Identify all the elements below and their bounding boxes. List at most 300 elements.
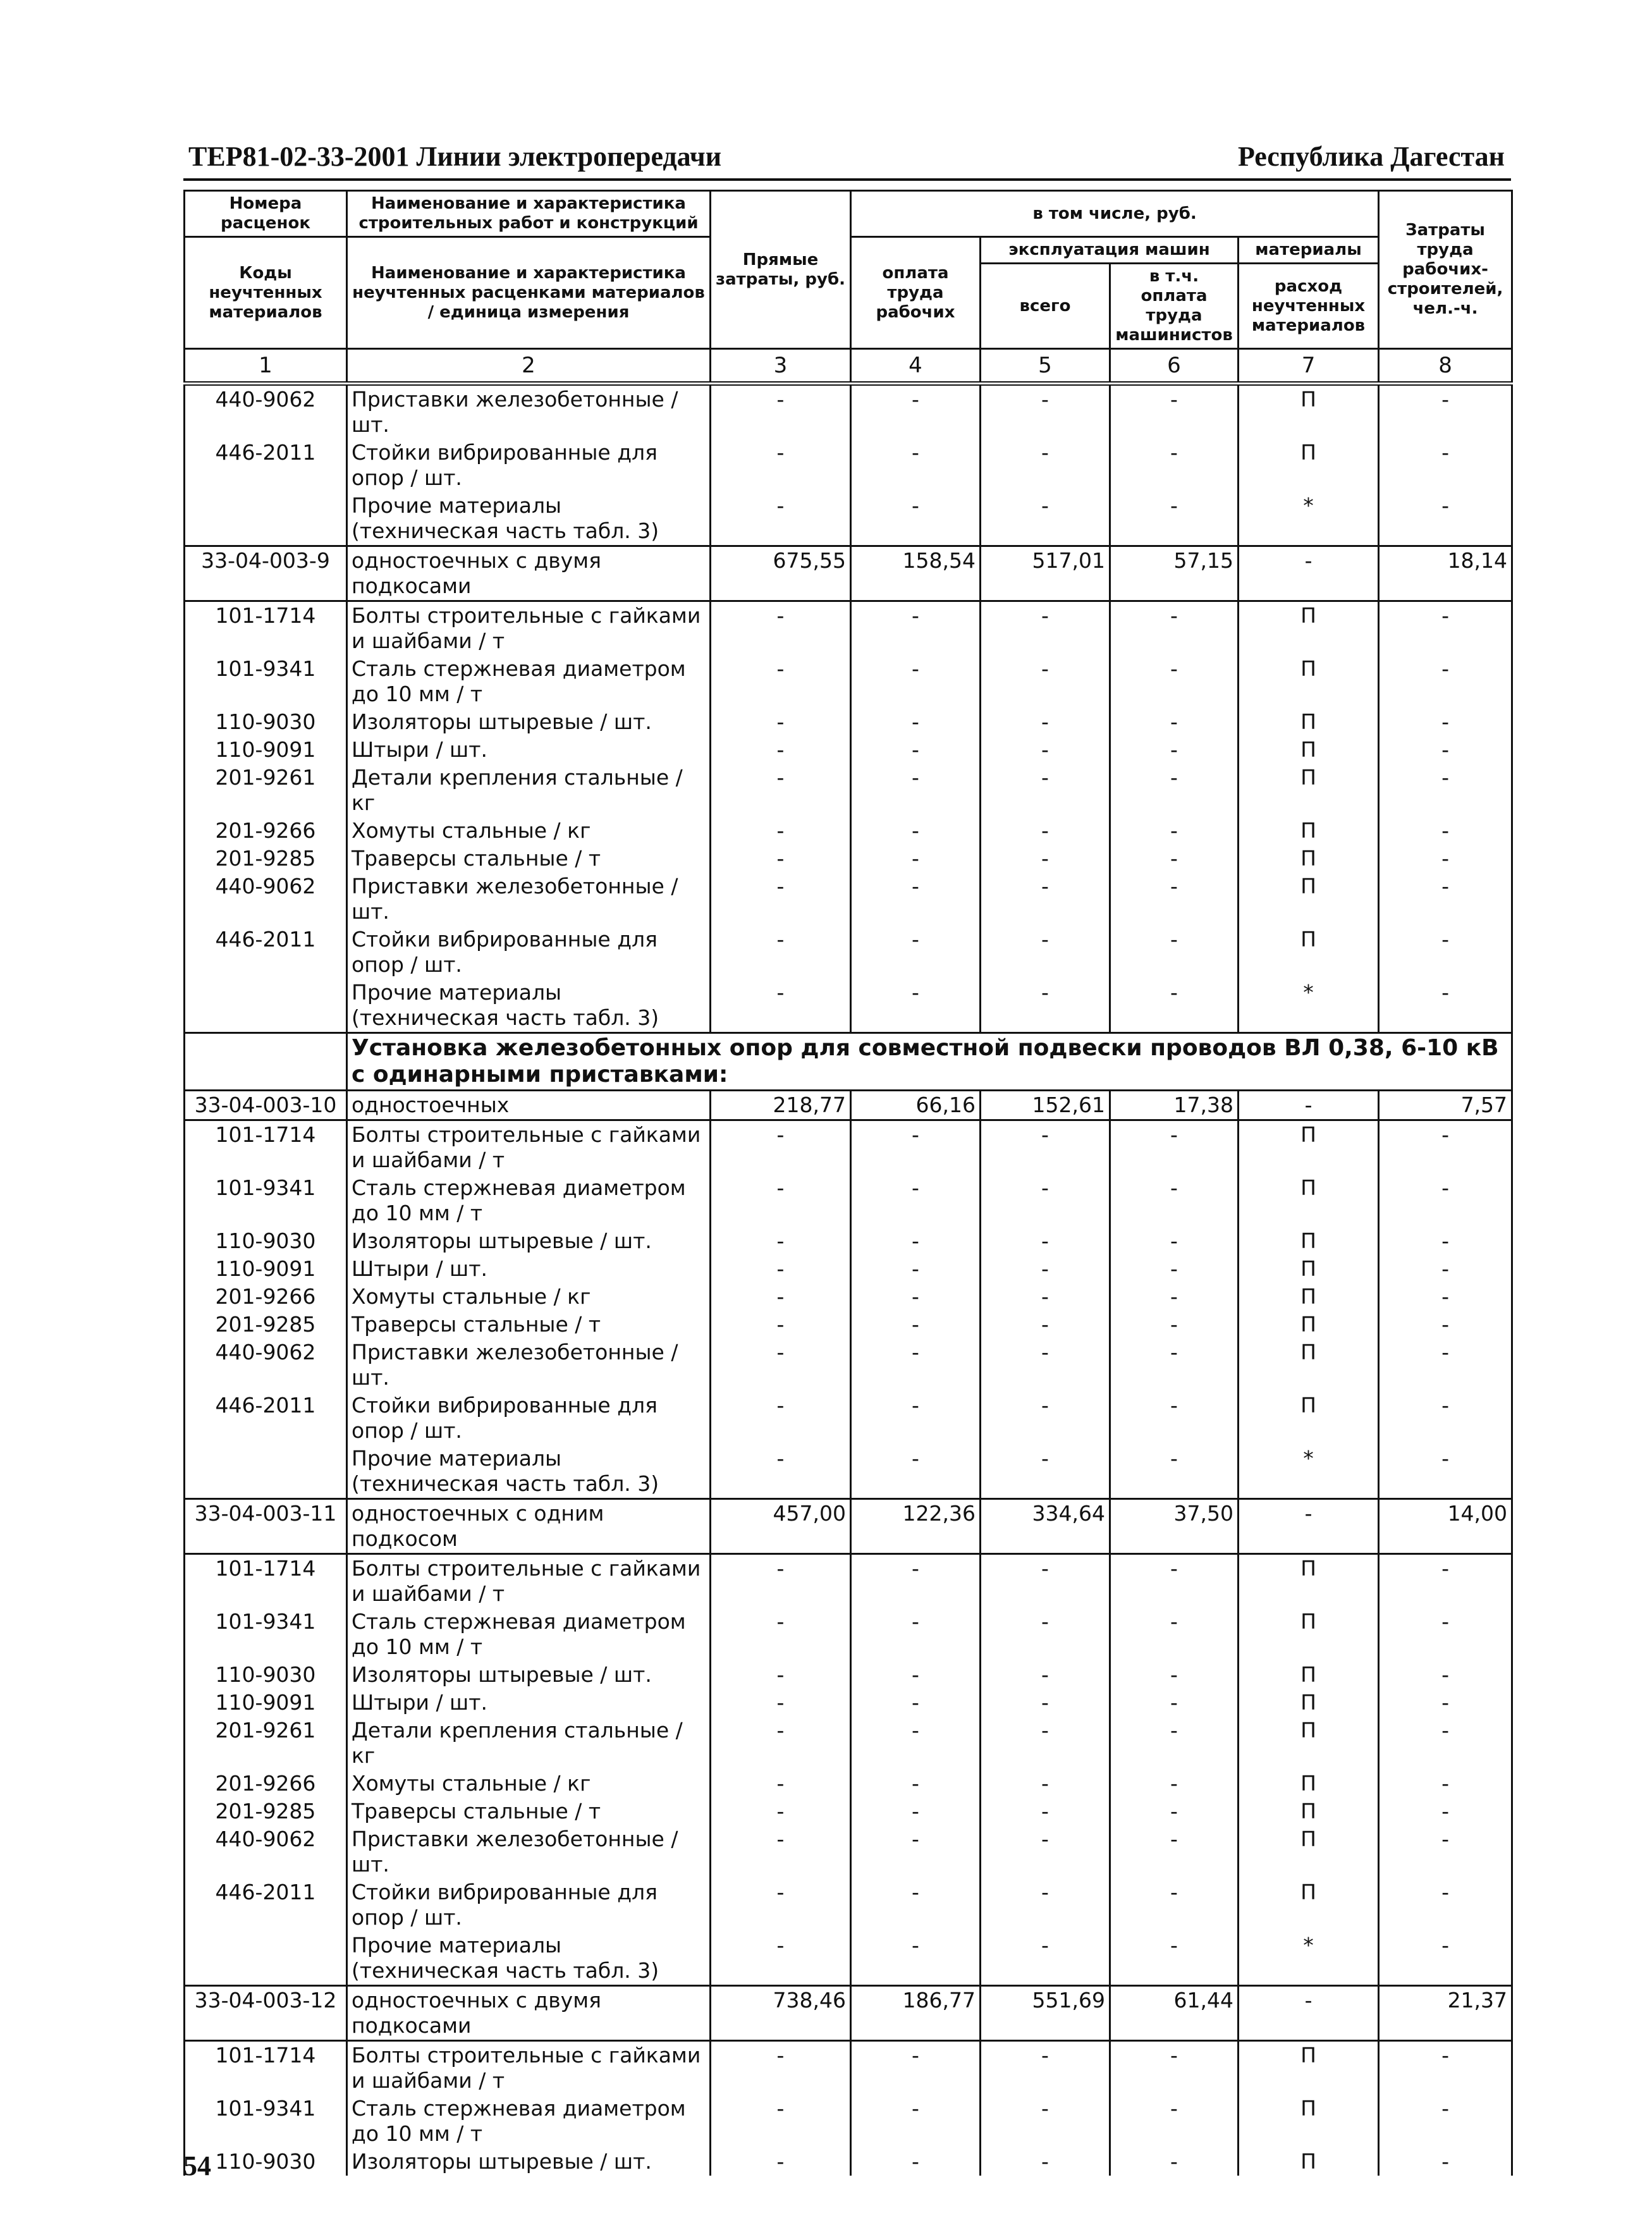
machines-total-cell: - <box>981 873 1110 926</box>
material-row <box>185 1689 1512 1717</box>
direct-costs-cell: - <box>711 1770 851 1798</box>
direct-costs-cell: - <box>711 1174 851 1227</box>
name-cell: Штыри / шт. <box>347 736 711 764</box>
header-labor-costs: Затраты труда рабочих-строителей, чел.-ч. <box>1379 191 1512 349</box>
machines-total-cell: - <box>981 1554 1110 1608</box>
labor-costs-cell: - <box>1379 655 1512 708</box>
material-consumption-cell: - <box>1239 1986 1379 2041</box>
material-row <box>185 1392 1512 1445</box>
operator-pay-cell: - <box>1110 1554 1239 1608</box>
material-row <box>185 655 1512 708</box>
rate-code-cell: 201-9266 <box>185 1770 347 1798</box>
direct-costs-cell: - <box>711 708 851 736</box>
material-consumption-cell: П <box>1239 1283 1379 1311</box>
rate-code-cell: 33-04-003-11 <box>185 1499 347 1554</box>
material-row <box>185 1255 1512 1283</box>
rate-code-cell: 201-9285 <box>185 1798 347 1825</box>
direct-costs-cell: 738,46 <box>711 1986 851 2041</box>
material-consumption-cell: П <box>1239 736 1379 764</box>
material-consumption-cell: П <box>1239 1661 1379 1689</box>
name-cell: Сталь стержневая диаметром до 10 мм / т <box>347 1174 711 1227</box>
material-row <box>185 845 1512 873</box>
worker-pay-cell: 66,16 <box>851 1091 981 1120</box>
operator-pay-cell: - <box>1110 926 1239 979</box>
name-cell: Изоляторы штыревые / шт. <box>347 2148 711 2176</box>
direct-costs-cell: - <box>711 1255 851 1283</box>
material-consumption-cell: П <box>1239 708 1379 736</box>
rate-code-cell: 101-9341 <box>185 1608 347 1661</box>
direct-costs-cell: - <box>711 1689 851 1717</box>
material-row <box>185 736 1512 764</box>
material-row <box>185 1717 1512 1770</box>
material-consumption-cell: П <box>1239 2148 1379 2176</box>
worker-pay-cell: - <box>851 764 981 817</box>
machines-total-cell: - <box>981 655 1110 708</box>
rate-code-cell: 201-9266 <box>185 817 347 845</box>
material-consumption-cell: П <box>1239 1717 1379 1770</box>
direct-costs-cell: - <box>711 1339 851 1392</box>
name-cell: Приставки железобетонные /шт. <box>347 1339 711 1392</box>
machines-total-cell: - <box>981 1770 1110 1798</box>
labor-costs-cell: - <box>1379 2041 1512 2095</box>
operator-pay-cell: 61,44 <box>1110 1986 1239 2041</box>
direct-costs-cell: - <box>711 845 851 873</box>
name-cell: Болты строительные с гайками и шайбами / т <box>347 2041 711 2095</box>
labor-costs-cell: 14,00 <box>1379 1499 1512 1554</box>
labor-costs-cell: - <box>1379 817 1512 845</box>
header-worker-pay: оплата труда рабочих <box>851 237 981 349</box>
material-row <box>185 1445 1512 1499</box>
labor-costs-cell: - <box>1379 439 1512 492</box>
machines-total-cell: - <box>981 845 1110 873</box>
operator-pay-cell: - <box>1110 1689 1239 1717</box>
material-consumption-cell: П <box>1239 873 1379 926</box>
operator-pay-cell: - <box>1110 764 1239 817</box>
machines-total-cell: - <box>981 736 1110 764</box>
rate-code-cell: 201-9261 <box>185 1717 347 1770</box>
labor-costs-cell: 18,14 <box>1379 546 1512 601</box>
rate-code-cell: 110-9030 <box>185 1661 347 1689</box>
direct-costs-cell: - <box>711 1608 851 1661</box>
name-cell: Стойки вибрированные для опор / шт. <box>347 1392 711 1445</box>
machines-total-cell: - <box>981 1661 1110 1689</box>
material-row <box>185 1608 1512 1661</box>
labor-costs-cell: 7,57 <box>1379 1091 1512 1120</box>
name-cell: одностоечных с одним подкосом <box>347 1499 711 1554</box>
name-cell: Изоляторы штыревые / шт. <box>347 708 711 736</box>
labor-costs-cell: - <box>1379 492 1512 546</box>
operator-pay-cell: - <box>1110 384 1239 439</box>
labor-costs-cell: - <box>1379 1717 1512 1770</box>
operator-pay-cell: - <box>1110 1717 1239 1770</box>
machines-total-cell: - <box>981 1445 1110 1499</box>
operator-pay-cell: - <box>1110 2041 1239 2095</box>
name-cell: Сталь стержневая диаметром до 10 мм / т <box>347 655 711 708</box>
worker-pay-cell: - <box>851 2148 981 2176</box>
name-cell: Прочие материалы (техническая часть табл. 3) <box>347 979 711 1033</box>
material-row <box>185 1283 1512 1311</box>
operator-pay-cell: - <box>1110 1932 1239 1986</box>
machines-total-cell: - <box>981 1608 1110 1661</box>
rate-code-cell: 101-9341 <box>185 1174 347 1227</box>
labor-costs-cell: - <box>1379 1689 1512 1717</box>
worker-pay-cell: - <box>851 736 981 764</box>
material-row <box>185 764 1512 817</box>
operator-pay-cell: - <box>1110 2148 1239 2176</box>
material-row <box>185 439 1512 492</box>
material-consumption-cell: П <box>1239 1227 1379 1255</box>
direct-costs-cell: - <box>711 1283 851 1311</box>
operator-pay-cell: - <box>1110 1798 1239 1825</box>
header-material-codes: Коды неучтенных материалов <box>185 237 347 349</box>
worker-pay-cell: - <box>851 1798 981 1825</box>
material-row <box>185 2041 1512 2095</box>
operator-pay-cell: - <box>1110 1825 1239 1878</box>
material-row <box>185 1878 1512 1932</box>
header-materials: материалы <box>1239 237 1379 264</box>
material-consumption-cell: * <box>1239 979 1379 1033</box>
operator-pay-cell: - <box>1110 1255 1239 1283</box>
labor-costs-cell: - <box>1379 979 1512 1033</box>
material-row <box>185 2095 1512 2148</box>
machines-total-cell: - <box>981 1255 1110 1283</box>
machines-total-cell: - <box>981 2148 1110 2176</box>
rate-code-cell: 110-9030 <box>185 708 347 736</box>
material-row <box>185 601 1512 656</box>
material-row <box>185 1311 1512 1339</box>
material-row <box>185 2148 1512 2176</box>
direct-costs-cell: - <box>711 1798 851 1825</box>
rate-code-cell: 110-9091 <box>185 1255 347 1283</box>
column-number: 3 <box>711 349 851 384</box>
header-work-name: Наименование и характеристика строительных работ и конструкций <box>347 191 711 237</box>
direct-costs-cell: 457,00 <box>711 1499 851 1554</box>
material-consumption-cell: П <box>1239 1689 1379 1717</box>
labor-costs-cell: - <box>1379 1339 1512 1392</box>
header-operator-pay: в т.ч. оплата труда машинистов <box>1110 264 1239 349</box>
direct-costs-cell: 675,55 <box>711 546 851 601</box>
rate-code-cell: 33-04-003-9 <box>185 546 347 601</box>
operator-pay-cell: - <box>1110 1120 1239 1175</box>
rate-code-cell: 201-9266 <box>185 1283 347 1311</box>
worker-pay-cell: - <box>851 845 981 873</box>
column-number: 6 <box>1110 349 1239 384</box>
operator-pay-cell: - <box>1110 1878 1239 1932</box>
machines-total-cell: 517,01 <box>981 546 1110 601</box>
material-consumption-cell: П <box>1239 1798 1379 1825</box>
material-row <box>185 1770 1512 1798</box>
labor-costs-cell: 21,37 <box>1379 1986 1512 2041</box>
material-consumption-cell: П <box>1239 439 1379 492</box>
labor-costs-cell: - <box>1379 1661 1512 1689</box>
name-cell: Стойки вибрированные для опор / шт. <box>347 439 711 492</box>
material-row <box>185 1227 1512 1255</box>
rate-code-cell: 440-9062 <box>185 384 347 439</box>
direct-costs-cell: - <box>711 1554 851 1608</box>
name-cell: Траверсы стальные / т <box>347 845 711 873</box>
direct-costs-cell: - <box>711 1311 851 1339</box>
direct-costs-cell: - <box>711 1661 851 1689</box>
name-cell: Прочие материалы (техническая часть табл. 3) <box>347 492 711 546</box>
section-empty-cell <box>185 1033 347 1091</box>
material-row <box>185 492 1512 546</box>
name-cell: Штыри / шт. <box>347 1255 711 1283</box>
rate-row <box>185 1986 1512 2041</box>
operator-pay-cell: - <box>1110 736 1239 764</box>
operator-pay-cell: - <box>1110 1445 1239 1499</box>
page-header <box>183 140 1511 181</box>
rate-row <box>185 1091 1512 1120</box>
direct-costs-cell: - <box>711 1227 851 1255</box>
material-row <box>185 1554 1512 1608</box>
name-cell: Детали крепления стальные / кг <box>347 764 711 817</box>
name-cell: одностоечных с двумя подкосами <box>347 546 711 601</box>
name-cell: Траверсы стальные / т <box>347 1798 711 1825</box>
header-material-name: Наименование и характеристика неучтенных расценками материалов / единица измерения <box>347 237 711 349</box>
operator-pay-cell: - <box>1110 1311 1239 1339</box>
worker-pay-cell: - <box>851 1661 981 1689</box>
rate-code-cell: 201-9261 <box>185 764 347 817</box>
rate-code-cell: 446-2011 <box>185 1878 347 1932</box>
name-cell: Приставки железобетонные /шт. <box>347 384 711 439</box>
material-row <box>185 708 1512 736</box>
worker-pay-cell: - <box>851 601 981 656</box>
direct-costs-cell: 218,77 <box>711 1091 851 1120</box>
machines-total-cell: 334,64 <box>981 1499 1110 1554</box>
machines-total-cell: - <box>981 1878 1110 1932</box>
machines-total-cell: - <box>981 1689 1110 1717</box>
direct-costs-cell: - <box>711 2148 851 2176</box>
machines-total-cell: - <box>981 439 1110 492</box>
machines-total-cell: - <box>981 1798 1110 1825</box>
labor-costs-cell: - <box>1379 601 1512 656</box>
worker-pay-cell: 158,54 <box>851 546 981 601</box>
machines-total-cell: - <box>981 708 1110 736</box>
machines-total-cell: - <box>981 1932 1110 1986</box>
name-cell: Болты строительные с гайками и шайбами / т <box>347 1120 711 1175</box>
worker-pay-cell: - <box>851 873 981 926</box>
worker-pay-cell: - <box>851 708 981 736</box>
rate-code-cell: 446-2011 <box>185 1392 347 1445</box>
machines-total-cell: - <box>981 384 1110 439</box>
material-row <box>185 979 1512 1033</box>
labor-costs-cell: - <box>1379 1392 1512 1445</box>
labor-costs-cell: - <box>1379 1554 1512 1608</box>
material-row <box>185 1174 1512 1227</box>
material-row <box>185 926 1512 979</box>
material-consumption-cell: П <box>1239 845 1379 873</box>
machines-total-cell: - <box>981 1174 1110 1227</box>
direct-costs-cell: - <box>711 601 851 656</box>
section-heading: Установка железобетонных опор для совместной подвески проводов ВЛ 0,38, 6-10 кВ с одинарными приставками: <box>347 1033 1512 1091</box>
worker-pay-cell: - <box>851 1689 981 1717</box>
worker-pay-cell: - <box>851 1554 981 1608</box>
material-consumption-cell: П <box>1239 1174 1379 1227</box>
table-header <box>185 191 1512 384</box>
machines-total-cell: - <box>981 1392 1110 1445</box>
worker-pay-cell: - <box>851 1825 981 1878</box>
header-material-consumption: расход неучтенных материалов <box>1239 264 1379 349</box>
worker-pay-cell: - <box>851 1608 981 1661</box>
worker-pay-cell: - <box>851 2095 981 2148</box>
operator-pay-cell: - <box>1110 1283 1239 1311</box>
name-cell: Стойки вибрированные для опор / шт. <box>347 926 711 979</box>
name-cell: Приставки железобетонные /шт. <box>347 1825 711 1878</box>
rate-row <box>185 1499 1512 1554</box>
labor-costs-cell: - <box>1379 764 1512 817</box>
labor-costs-cell: - <box>1379 2095 1512 2148</box>
labor-costs-cell: - <box>1379 1227 1512 1255</box>
machines-total-cell: - <box>981 1311 1110 1339</box>
header-direct-costs: Прямые затраты, руб. <box>711 191 851 349</box>
direct-costs-cell: - <box>711 2095 851 2148</box>
labor-costs-cell: - <box>1379 1932 1512 1986</box>
material-row <box>185 817 1512 845</box>
machines-total-cell: 152,61 <box>981 1091 1110 1120</box>
labor-costs-cell: - <box>1379 1311 1512 1339</box>
material-consumption-cell: П <box>1239 1311 1379 1339</box>
labor-costs-cell: - <box>1379 845 1512 873</box>
material-consumption-cell: * <box>1239 1932 1379 1986</box>
machines-total-cell: - <box>981 764 1110 817</box>
machines-total-cell: - <box>981 926 1110 979</box>
machines-total-cell: - <box>981 2041 1110 2095</box>
material-consumption-cell: П <box>1239 817 1379 845</box>
labor-costs-cell: - <box>1379 2148 1512 2176</box>
operator-pay-cell: - <box>1110 708 1239 736</box>
material-row <box>185 1661 1512 1689</box>
labor-costs-cell: - <box>1379 1120 1512 1175</box>
page-number: 54 <box>183 2150 211 2181</box>
direct-costs-cell: - <box>711 817 851 845</box>
material-row <box>185 873 1512 926</box>
section-heading-row <box>185 1033 1512 1091</box>
rate-code-cell: 446-2011 <box>185 926 347 979</box>
rate-code-cell: 101-1714 <box>185 601 347 656</box>
worker-pay-cell: - <box>851 1770 981 1798</box>
material-consumption-cell: * <box>1239 1445 1379 1499</box>
machines-total-cell: 551,69 <box>981 1986 1110 2041</box>
machines-total-cell: - <box>981 1825 1110 1878</box>
direct-costs-cell: - <box>711 384 851 439</box>
material-consumption-cell: П <box>1239 1608 1379 1661</box>
header-machine-operation: эксплуатация машин <box>981 237 1239 264</box>
operator-pay-cell: - <box>1110 2095 1239 2148</box>
worker-pay-cell: - <box>851 1717 981 1770</box>
name-cell: Хомуты стальные / кг <box>347 817 711 845</box>
material-consumption-cell: П <box>1239 1770 1379 1798</box>
worker-pay-cell: - <box>851 1392 981 1445</box>
direct-costs-cell: - <box>711 736 851 764</box>
column-number: 8 <box>1379 349 1512 384</box>
labor-costs-cell: - <box>1379 1283 1512 1311</box>
worker-pay-cell: - <box>851 1932 981 1986</box>
direct-costs-cell: - <box>711 1717 851 1770</box>
direct-costs-cell: - <box>711 1878 851 1932</box>
machines-total-cell: - <box>981 2095 1110 2148</box>
column-number: 1 <box>185 349 347 384</box>
material-consumption-cell: П <box>1239 2095 1379 2148</box>
column-number: 2 <box>347 349 711 384</box>
rate-code-cell: 440-9062 <box>185 1825 347 1878</box>
direct-costs-cell: - <box>711 979 851 1033</box>
material-consumption-cell: П <box>1239 1120 1379 1175</box>
name-cell: одностоечных с двумя подкосами <box>347 1986 711 2041</box>
worker-pay-cell: - <box>851 817 981 845</box>
name-cell: Траверсы стальные / т <box>347 1311 711 1339</box>
rate-code-cell: 101-1714 <box>185 1554 347 1608</box>
material-consumption-cell: - <box>1239 546 1379 601</box>
operator-pay-cell: - <box>1110 601 1239 656</box>
material-consumption-cell: * <box>1239 492 1379 546</box>
document-title: ТЕР81-02-33-2001 Линии электропередачи <box>188 141 722 172</box>
labor-costs-cell: - <box>1379 1608 1512 1661</box>
header-machines-total: всего <box>981 264 1110 349</box>
worker-pay-cell: - <box>851 1339 981 1392</box>
name-cell: Штыри / шт. <box>347 1689 711 1717</box>
rate-code-cell: 110-9091 <box>185 736 347 764</box>
operator-pay-cell: - <box>1110 845 1239 873</box>
rate-code-cell: 440-9062 <box>185 873 347 926</box>
worker-pay-cell: - <box>851 492 981 546</box>
worker-pay-cell: - <box>851 1311 981 1339</box>
column-number: 7 <box>1239 349 1379 384</box>
worker-pay-cell: - <box>851 384 981 439</box>
operator-pay-cell: - <box>1110 1608 1239 1661</box>
name-cell: Сталь стержневая диаметром до 10 мм / т <box>347 2095 711 2148</box>
machines-total-cell: - <box>981 979 1110 1033</box>
worker-pay-cell: - <box>851 1255 981 1283</box>
operator-pay-cell: - <box>1110 439 1239 492</box>
name-cell: Сталь стержневая диаметром до 10 мм / т <box>347 1608 711 1661</box>
header-rate-numbers: Номера расценок <box>185 191 347 237</box>
name-cell: Прочие материалы (техническая часть табл. 3) <box>347 1445 711 1499</box>
machines-total-cell: - <box>981 1717 1110 1770</box>
worker-pay-cell: - <box>851 2041 981 2095</box>
name-cell: Стойки вибрированные для опор / шт. <box>347 1878 711 1932</box>
rate-row <box>185 546 1512 601</box>
operator-pay-cell: - <box>1110 979 1239 1033</box>
direct-costs-cell: - <box>711 926 851 979</box>
rate-code-cell: 110-9030 <box>185 1227 347 1255</box>
worker-pay-cell: - <box>851 979 981 1033</box>
direct-costs-cell: - <box>711 764 851 817</box>
worker-pay-cell: 122,36 <box>851 1499 981 1554</box>
operator-pay-cell: - <box>1110 1392 1239 1445</box>
operator-pay-cell: - <box>1110 1339 1239 1392</box>
rate-code-cell: 33-04-003-12 <box>185 1986 347 2041</box>
rate-code-cell: 101-9341 <box>185 2095 347 2148</box>
worker-pay-cell: - <box>851 1174 981 1227</box>
material-consumption-cell: П <box>1239 926 1379 979</box>
labor-costs-cell: - <box>1379 1878 1512 1932</box>
material-consumption-cell: П <box>1239 655 1379 708</box>
direct-costs-cell: - <box>711 439 851 492</box>
worker-pay-cell: - <box>851 926 981 979</box>
material-consumption-cell: П <box>1239 764 1379 817</box>
labor-costs-cell: - <box>1379 1445 1512 1499</box>
material-row <box>185 1798 1512 1825</box>
material-row <box>185 1120 1512 1175</box>
machines-total-cell: - <box>981 1120 1110 1175</box>
rate-code-cell: 101-1714 <box>185 2041 347 2095</box>
labor-costs-cell: - <box>1379 1255 1512 1283</box>
machines-total-cell: - <box>981 492 1110 546</box>
rate-code-cell: 446-2011 <box>185 439 347 492</box>
rate-code-cell: 440-9062 <box>185 1339 347 1392</box>
material-row <box>185 1339 1512 1392</box>
direct-costs-cell: - <box>711 2041 851 2095</box>
